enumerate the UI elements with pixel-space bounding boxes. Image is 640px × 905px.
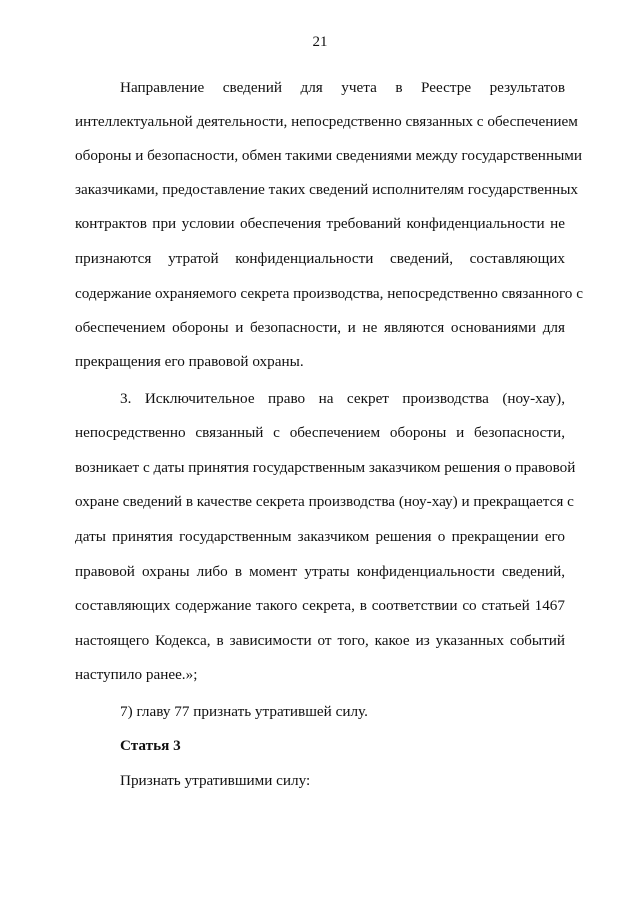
- paragraph-1-line: контрактов при условии обеспечения требований конфиденциальности не: [75, 215, 565, 232]
- article-text: Признать утратившими силу:: [120, 772, 311, 789]
- paragraph-2-line: даты принятия государственным заказчиком решения о прекращении его: [75, 528, 565, 545]
- paragraph-2-line: составляющих содержание такого секрета, в соответствии со статьей 1467: [75, 597, 565, 614]
- paragraph-2-line: непосредственно связанный с обеспечением обороны и безопасности,: [75, 424, 565, 441]
- paragraph-2-line: правовой охраны либо в момент утраты конфиденциальности сведений,: [75, 563, 565, 580]
- paragraph-1-line: заказчиками, предоставление таких сведений исполнителям государственных: [75, 181, 579, 198]
- paragraph-1-line: обороны и безопасности, обмен такими сведениями между государственными: [75, 147, 583, 164]
- list-item-7: 7) главу 77 признать утратившей силу.: [120, 703, 368, 720]
- article-heading: Статья 3: [120, 737, 181, 754]
- paragraph-2-line: настоящего Кодекса, в зависимости от того, какое из указанных событий: [75, 632, 565, 649]
- paragraph-2-line: 3. Исключительное право на секрет производства (ноу-хау),: [120, 390, 565, 407]
- paragraph-1-line: прекращения его правовой охраны.: [75, 353, 304, 370]
- paragraph-1-line: Направление сведений для учета в Реестре результатов: [120, 79, 565, 96]
- paragraph-1-line: признаются утратой конфиденциальности сведений, составляющих: [75, 250, 565, 267]
- paragraph-1-line: интеллектуальной деятельности, непосредственно связанных с обеспечением: [75, 113, 578, 130]
- paragraph-2-line: возникает с даты принятия государственным заказчиком решения о правовой: [75, 459, 576, 476]
- paragraph-2-line: охране сведений в качестве секрета производства (ноу-хау) и прекращается с: [75, 493, 574, 510]
- paragraph-2-line: наступило ранее.»;: [75, 666, 198, 683]
- paragraph-1-line: содержание охраняемого секрета производства, непосредственно связанного с: [75, 285, 583, 302]
- page-number: 21: [312, 34, 328, 50]
- paragraph-1-line: обеспечением обороны и безопасности, и не являются основаниями для: [75, 319, 565, 336]
